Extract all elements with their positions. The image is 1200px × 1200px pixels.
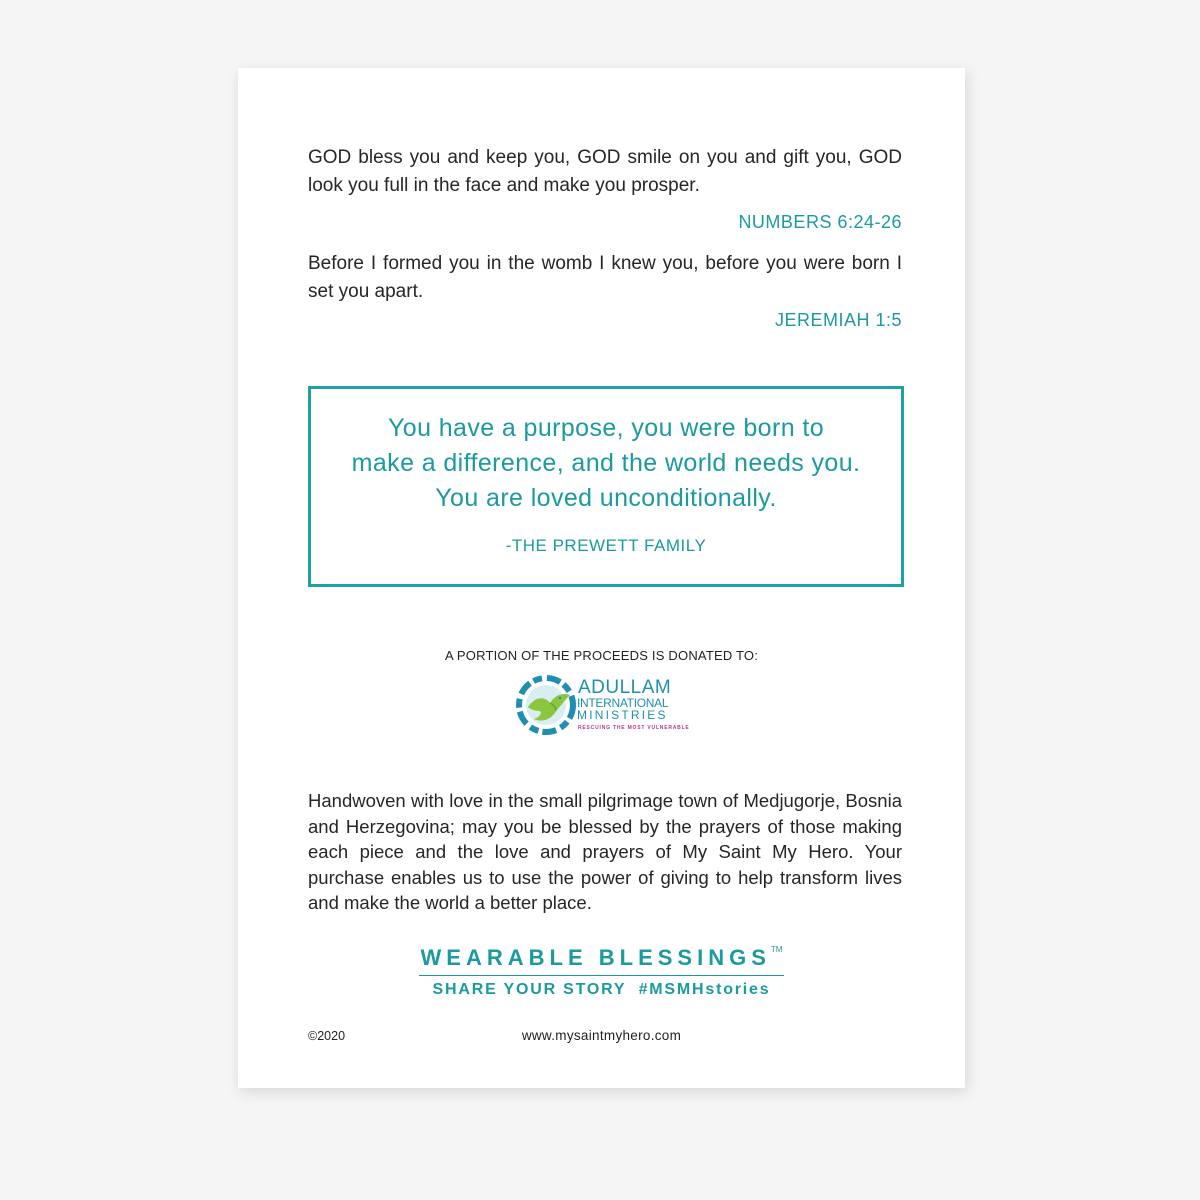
verse-block-2 xyxy=(308,250,902,331)
quote-text xyxy=(311,411,901,516)
logo-tagline: RESCUING THE MOST VULNERABLE xyxy=(578,725,690,731)
brand-title-text: WEARABLE BLESSINGS xyxy=(420,945,771,970)
logo-line-2: INTERNATIONAL xyxy=(577,696,669,710)
brand-subtitle: SHARE YOUR STORY #MSMHstories xyxy=(432,981,771,998)
verse-reference: JEREMIAH 1:5 xyxy=(774,310,902,330)
verse-reference: NUMBERS 6:24-26 xyxy=(738,212,902,232)
adullam-logo xyxy=(516,672,690,740)
description-paragraph: Handwoven with love in the small pilgrimage town of Medjugorje, Bosnia and Herzegovina; may you be blessed by the prayers of those making each piece and the love and prayers of My Saint My Hero. Your purchase enables us to use the power of giving to help transform lives and make the world a better place. xyxy=(308,790,902,913)
quote-author: -THE PREWETT FAMILY xyxy=(505,536,707,555)
trademark-mark: TM xyxy=(770,945,783,954)
quote-line: You have a purpose, you were born to xyxy=(388,414,824,442)
donation-label: A PORTION OF THE PROCEEDS IS DONATED TO: xyxy=(444,648,759,663)
logo-line-3: MINISTRIES xyxy=(577,708,668,722)
verse-text: Before I formed you in the womb I knew you, before you were born I set you apart. xyxy=(308,253,902,302)
brand-block xyxy=(238,945,965,999)
quote-line: make a difference, and the world needs you. xyxy=(351,449,861,477)
brand-title xyxy=(419,945,785,976)
quote-box xyxy=(308,386,904,587)
verse-block-1 xyxy=(308,144,902,233)
quote-line: You are loved unconditionally. xyxy=(435,484,777,512)
dove-globe-icon xyxy=(516,675,576,735)
copyright: ©2020 xyxy=(308,1029,346,1043)
verse-text: GOD bless you and keep you, GOD smile on you and gift you, GOD look you full in the face and make you prosper. xyxy=(308,147,902,196)
blessing-card xyxy=(238,68,965,1088)
logo-name: ADULLAM xyxy=(578,677,672,698)
website-link[interactable]: www.mysaintmyhero.com xyxy=(521,1028,682,1043)
